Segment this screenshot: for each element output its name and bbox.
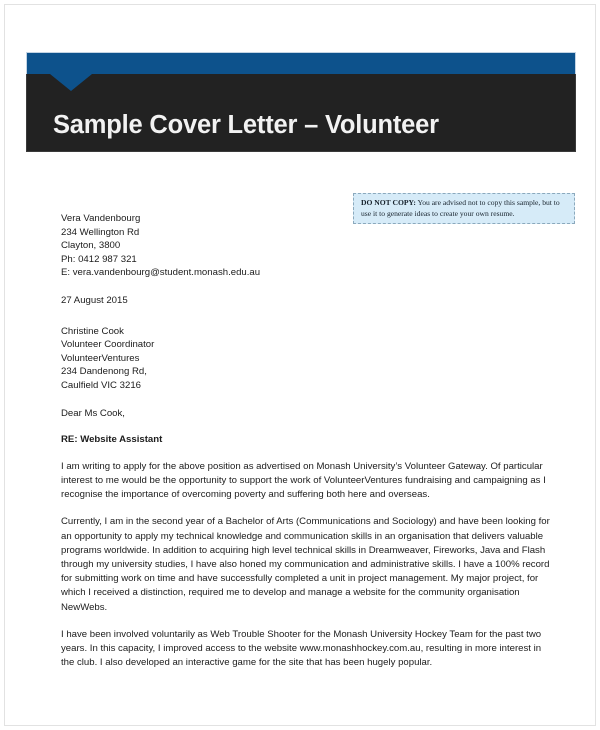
sender-name: Vera Vandenbourg	[61, 213, 141, 224]
page-title: Sample Cover Letter – Volunteer	[53, 111, 439, 139]
sender-email: E: vera.vandenbourg@student.monash.edu.au	[61, 267, 261, 279]
recipient-city: Caulfield VIC 3216	[61, 380, 141, 392]
recipient-organisation: VolunteerVentures	[61, 352, 140, 364]
header-blue-bar	[26, 52, 576, 74]
recipient-role: Volunteer Coordinator	[61, 339, 155, 351]
document-header-banner	[26, 52, 576, 152]
letter-subject-line: RE: Website Assistant	[61, 434, 163, 446]
letter-date	[61, 294, 551, 308]
header-dark-band	[26, 74, 576, 152]
recipient-street: 234 Dandenong Rd,	[61, 366, 147, 378]
recipient-name: Christine Cook	[61, 325, 124, 337]
header-notch-triangle-icon	[50, 74, 92, 91]
sender-city: Clayton, 3800	[61, 240, 121, 252]
letter-paragraph-1: I am writing to apply for the above position as advertised on Monash University’s Volunteer Gateway. Of particular interest to me would be the opportunity to support the work of VolunteerVentures fundraising and campaigning as I recognise the importance of overcoming poverty and suffering both here and overseas.	[61, 460, 546, 501]
do-not-copy-text: You are advised not to copy this sample, but to use it to generate ideas to create your own resume.	[361, 198, 560, 218]
sender-address-block	[61, 212, 551, 280]
letter-salutation: Dear Ms Cook,	[61, 407, 125, 419]
letter-paragraph-3: I have been involved voluntarily as Web Trouble Shooter for the Monash University Hockey Team for the past two years. In this capacity, I improved access to the website www.monashhockey.com.au, resulting in more interest in the club. I also developed an interactive game for the site that has been hugely popular.	[61, 628, 542, 669]
letter-paragraph-2: Currently, I am in the second year of a Bachelor of Arts (Communications and Sociology) and have been looking for an opportunity to apply my technical knowledge and communication skills in an organisation that delivers valuable programs worldwide. In addition to acquiring high level technical skills in Dreamweaver, Fireworks, Java and Flash through my university studies, I have also honed my communication and administrative skills. I have a 100% record for submitting work on time and have successfully completed a unit in project management. My major project, for which I received a distinction, required me to develop and manage a website for the community organisation NewWebs.	[61, 516, 550, 613]
do-not-copy-label: DO NOT COPY:	[361, 198, 416, 207]
sender-phone: Ph: 0412 987 321	[61, 253, 137, 265]
document-page	[4, 4, 596, 726]
letter-date-value: 27 August 2015	[61, 295, 128, 307]
recipient-address-block	[61, 325, 551, 393]
letter-body	[61, 212, 551, 670]
sender-street: 234 Wellington Rd	[61, 226, 140, 238]
